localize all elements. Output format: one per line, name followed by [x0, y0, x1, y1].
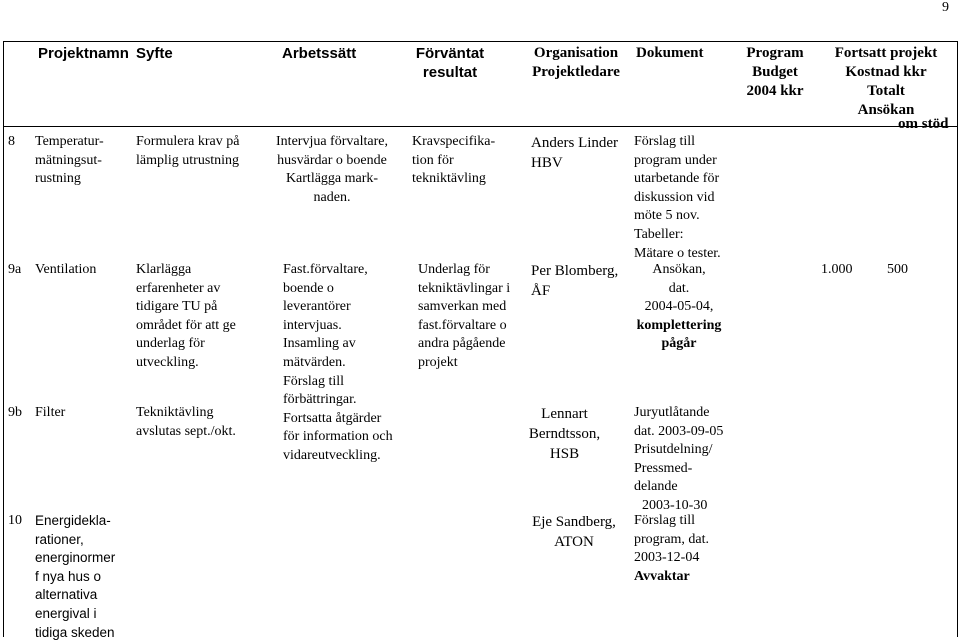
header-arbetssatt: Arbetssätt — [282, 45, 357, 62]
row-8-name-line: rustning — [35, 171, 81, 187]
table-left-border — [3, 41, 4, 637]
row-10-dokument — [634, 512, 709, 586]
row-9a-forvantat — [418, 261, 510, 373]
row-8-forvantat — [412, 133, 495, 189]
row-9a-dokument-line: 2004-05-04, — [644, 299, 714, 315]
header-syfte: Syfte — [136, 45, 173, 62]
row-9a-ansokan: 500 — [887, 262, 908, 277]
row-8-number: 8 — [8, 134, 15, 149]
row-9a-forvantat-line: samverkan med — [418, 299, 507, 315]
row-8-arbetssatt-line: Kartlägga mark- — [285, 171, 379, 187]
row-9b-org-line: Berndtsson, — [528, 426, 601, 442]
row-10-name-line: energinormer — [35, 550, 116, 566]
row-9a-syfte-line: Klarlägga — [136, 262, 192, 277]
header-program-line1: Program — [746, 45, 804, 61]
row-8-dokument-line: diskussion vid — [634, 189, 715, 205]
row-8-dokument-line: Förslag till — [634, 134, 696, 149]
row-10-name-line: Energidekla- — [35, 513, 111, 528]
row-10-name-line: alternativa — [35, 587, 98, 603]
row-9a-syfte — [136, 261, 236, 373]
row-9b-name: Filter — [35, 405, 66, 420]
row-9a-dokument-line: Ansökan, — [652, 262, 706, 277]
page-number: 9 — [942, 0, 949, 15]
header-forvantat-line1: Förväntat — [415, 45, 485, 62]
row-10-org — [524, 512, 624, 552]
header-om-stod: om stöd — [898, 116, 949, 132]
row-8-dokument-line: utarbetande för — [634, 171, 720, 187]
row-8-syfte-line: lämplig utrustning — [136, 152, 240, 168]
row-10-org-line: ATON — [554, 534, 594, 550]
row-9b-dokument-line: Pressmed- — [634, 460, 693, 476]
row-9a-arbetssatt-line: boende o — [283, 280, 334, 296]
row-8-forvantat-line: tekniktävling — [412, 171, 486, 187]
row-10-dokument-line: Förslag till — [634, 513, 696, 528]
row-9a-forvantat-line: andra pågående — [418, 336, 506, 352]
row-9b-org-line: HSB — [549, 446, 580, 462]
row-9a-arbetssatt-line: leverantörer — [283, 299, 351, 315]
row-9a-org — [531, 261, 618, 301]
row-8-name — [35, 133, 104, 189]
header-fortsatt-line2: Kostnad kkr — [845, 64, 927, 80]
row-9a-syfte-line: tidigare TU på — [136, 299, 218, 315]
header-program-line3: 2004 kkr — [746, 83, 804, 99]
row-8-arbetssatt-line: husvärdar o boende — [277, 152, 387, 168]
header-organisation-line1: Organisation — [533, 45, 619, 61]
row-8-dokument — [634, 133, 721, 263]
row-10-number: 10 — [8, 513, 22, 528]
header-forvantat — [400, 44, 500, 82]
row-8-dokument-line: möte 5 nov. — [634, 208, 700, 224]
row-8-dokument-line: Mätare o tester. — [634, 245, 721, 261]
header-dokument: Dokument — [636, 45, 704, 61]
row-10-name-line: f nya hus o — [35, 568, 102, 584]
row-8-arbetssatt — [262, 133, 402, 207]
row-9b-org — [527, 404, 602, 464]
row-9b-dokument-line: Prisutdelning/ — [634, 442, 713, 458]
row-9b-syfte-line: Tekniktävling — [136, 405, 214, 420]
row-9a-dokument — [624, 261, 734, 354]
row-8-arbetssatt-line: naden. — [313, 189, 351, 205]
row-9a-dokument-line: pågår — [661, 336, 697, 352]
row-9b-org-line: Lennart — [541, 406, 588, 422]
row-9a-number: 9a — [8, 262, 22, 277]
row-8-dokument-line: program under — [634, 152, 717, 168]
row-8-forvantat-line: Kravspecifika- — [412, 134, 496, 149]
row-9a-dokument-line: komplettering — [636, 317, 722, 333]
row-9b-dokument-line: dat. 2003-09-05 — [634, 423, 724, 439]
row-9a-arbetssatt-line: Insamling av — [283, 336, 356, 352]
header-projektnamn: Projektnamn — [38, 45, 129, 62]
row-9a-arbetssatt-line: Fast.förvaltare, — [283, 262, 368, 277]
row-8-name-line: mätningsut- — [35, 152, 102, 168]
row-10-dokument-line: 2003-12-04 — [634, 550, 700, 566]
header-program-line2: Budget — [752, 64, 798, 80]
row-10-name — [35, 512, 115, 642]
header-organisation-line2: Projektledare — [532, 64, 620, 80]
row-9b-number: 9b — [8, 405, 22, 420]
row-10-dokument-line: program, dat. — [634, 531, 710, 547]
row-10-name-line: rationer, — [35, 531, 84, 547]
row-9a-syfte-line: utveckling. — [136, 354, 199, 370]
row-8-syfte — [136, 133, 239, 170]
header-fortsatt-line3: Totalt — [867, 83, 905, 99]
row-9a-org-line: Per Blomberg, — [531, 263, 619, 279]
row-8-dokument-line: Tabeller: — [634, 226, 684, 242]
row-9a-name: Ventilation — [35, 262, 97, 277]
row-10-dokument-line: Avvaktar — [634, 568, 690, 584]
header-fortsatt-line4: Ansökan — [857, 102, 915, 118]
row-9a-arbetssatt-line: intervjuas. — [283, 317, 342, 333]
row-9a-syfte-line: underlag för — [136, 336, 205, 352]
row-9b-dokument-line: Juryutlåtande — [634, 405, 710, 420]
row-9b-dokument-line: delande — [634, 479, 678, 495]
row-9a-dokument-line: dat. — [668, 280, 690, 296]
row-9a-total: 1.000 — [821, 262, 853, 277]
row-9b-syfte — [136, 404, 236, 441]
row-10-name-line: tidiga skeden — [35, 624, 115, 640]
row-9a-forvantat-line: projekt — [418, 354, 458, 370]
table-top-border — [3, 41, 958, 42]
row-9a-syfte-line: området för att ge — [136, 317, 236, 333]
row-9a-arbetssatt-line: Fortsatta åtgärder — [283, 410, 382, 426]
row-9a-forvantat-line: Underlag för — [418, 262, 490, 277]
row-9a-forvantat-line: fast.förvaltare o — [418, 317, 507, 333]
header-fortsatt-line1: Fortsatt projekt — [834, 45, 938, 61]
header-forvantat-line2: resultat — [422, 64, 478, 81]
row-9a-arbetssatt-line: förbättringar. — [283, 392, 357, 408]
header-organisation — [526, 44, 626, 82]
row-9a-syfte-line: erfarenheter av — [136, 280, 221, 296]
row-9a-forvantat-line: tekniktävlingar i — [418, 280, 511, 296]
row-8-forvantat-line: tion för — [412, 152, 454, 168]
row-8-syfte-line: Formulera krav på — [136, 134, 240, 149]
header-program — [735, 44, 815, 101]
row-9a-arbetssatt — [283, 261, 393, 466]
row-10-org-line: Eje Sandberg, — [532, 514, 616, 530]
row-9a-arbetssatt-line: för information och — [283, 429, 393, 445]
row-9a-arbetssatt-line: mätvärden. — [283, 354, 346, 370]
row-8-org — [531, 133, 618, 173]
header-bottom-border — [3, 126, 958, 127]
row-10-name-line: energival i — [35, 605, 97, 621]
row-9b-dokument — [634, 404, 723, 516]
row-9a-arbetssatt-line: Förslag till — [283, 373, 345, 389]
row-8-org-line: Anders Linder — [531, 135, 619, 151]
row-8-org-line: HBV — [531, 155, 563, 171]
row-9a-arbetssatt-line: vidareutveckling. — [283, 447, 381, 463]
row-9b-syfte-line: avslutas sept./okt. — [136, 423, 236, 439]
row-8-arbetssatt-line: Intervjua förvaltare, — [276, 134, 388, 149]
row-9a-org-line: ÅF — [531, 283, 551, 299]
table-right-border — [957, 41, 958, 637]
row-9b-dokument-line: 2003-10-30 — [642, 497, 708, 513]
header-fortsatt — [816, 44, 956, 120]
row-8-name-line: Temperatur- — [35, 134, 104, 149]
